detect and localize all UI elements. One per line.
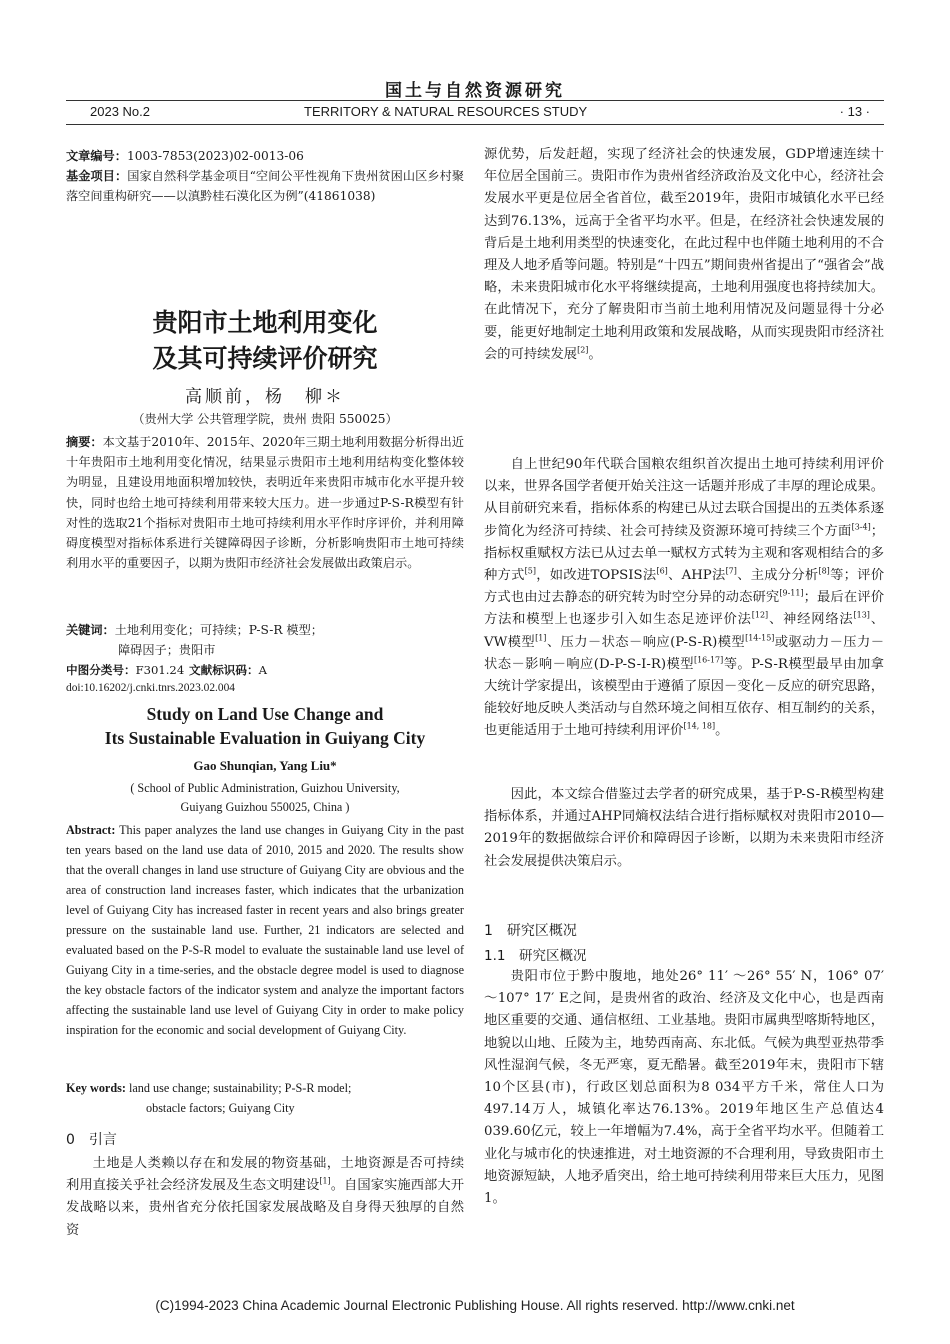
- english-title-line2: Its Sustainable Evaluation in Guiyang City: [104, 728, 426, 748]
- intro-p1-text-b: 。自国家实施西部大开发战略以来，贵州省充分依托国家发展战略及自身得天独厚的自然资: [66, 1178, 465, 1238]
- citation: [16-17]: [693, 655, 724, 665]
- english-keywords-line2: obstacle factors; Guiyang City: [146, 1101, 295, 1115]
- citation: [5]: [524, 566, 536, 576]
- page-number: · 13 ·: [839, 104, 870, 119]
- intro-p2-text: 或驱动力－压力－状态－影响－响应(D-P-S-I-R)模型: [484, 634, 884, 672]
- chinese-keywords-label: 关键词：: [66, 623, 115, 637]
- citation: [6]: [656, 566, 668, 576]
- english-keywords: [66, 1078, 464, 1118]
- chinese-affiliation: （贵州大学 公共管理学院，贵州 贵阳 550025）: [132, 412, 398, 426]
- intro-p1-text-c: 源优势，后发赶超，实现了经济社会的快速发展，GDP增速连续十年位居全国前三。贵阳市作为贵州省经济政治及文化中心，经济社会发展水平更是位居全省首位，截至2019年，贵阳市城镇化水平已经达到76.13%，远高于全省平均水平。但是，在经济社会快速发展的背后是土地利用类型的快速变化，在此过程中也伴随土地利用的不合理及人地矛盾等问题。特别是“十四五”期间贵州省提出了“强省会”战略，未来贵阳城市化水平将继续提高，土地利用强度也将持续加大。在此情况下，充分了解贵阳市当前土地利用情况及问题显得十分必要，能更好地制定土地利用政策和发展战略，从而实现贵阳市经济社会的可持续发展: [484, 147, 884, 362]
- chinese-authors: 高顺前，杨 柳＊: [185, 387, 345, 407]
- doi: doi:10.16202/j.cnki.tnrs.2023.02.004: [66, 682, 235, 694]
- section-1-1-heading: 1.1 研究区概况: [484, 948, 587, 964]
- intro-p2-text: 、VW模型: [484, 612, 885, 650]
- issue-label: 2023 No.2: [90, 104, 150, 119]
- intro-p2-text: 、神经网络法: [768, 612, 854, 628]
- english-keywords-label: Key words:: [66, 1081, 126, 1095]
- english-abstract-text: This paper analyzes the land use changes in Guiyang City in the past ten years based on the land use data of 2010, 2015 and 2020. The results show that the overall changes in land use structure of Guiyang City are obvious and the area of construction land increases faster, which indicates that the urbanization level of Guiyang City has increased faster in recent years and also brings greater pressure on the sustainable land use. Further, 21 indicators are selected and evaluated based on the P-S-R model to evaluate the sustainable land use level of Guiyang City in a time-series, and the obstacle degree model is used to diagnose the key obstacle factors of the indicator system and analyze the important factors affecting the sustainable land use level of Guiyang City in order to make policy inspiration for the economic and social development of Guiyang City.: [66, 823, 464, 1037]
- intro-p2-text: 等；评价方式也由过去静态的研究转为时空分异的动态研究: [484, 568, 885, 606]
- intro-p2-text: 。: [715, 723, 729, 739]
- intro-heading: 0 引言: [66, 1132, 117, 1148]
- study-area-text: 贵阳市位于黔中腹地，地处26° 11′ ～26° 55′ N，106° 07′ ～107° 17′ E之间，是贵州省的政治、经济及文化中心，也是西南地区重要的交通、通信枢纽、工业基地。贵阳市属典型喀斯特地区，地貌以山地、丘陵为主，地势西南高、东北低。气候为典型亚热带季风性湿润气候，冬无严寒，夏无酷暑。截至2019年末，贵阳市下辖10个区县(市)，行政区划总面积为8 034平方千米，常住人口为497.14万人，城镇化率达76.13%。2019年地区生产总值达4 039.60亿元，较上一年增幅为7.4%，高于全省平均水平。但随着工业化与城市化的快速推进，对土地资源的不合理利用，导致贵阳市土地资源短缺，人地矛盾突出，给土地可持续利用带来巨大压力，见图1。: [484, 969, 884, 1207]
- fund-label: 基金项目：: [66, 169, 128, 183]
- citation: [1]: [319, 1176, 331, 1186]
- chinese-title-line1: 贵阳市土地利用变化: [152, 308, 378, 337]
- citation: [8]: [818, 566, 830, 576]
- citation: [7]: [725, 566, 737, 576]
- english-abstract-label: Abstract:: [66, 823, 116, 837]
- chinese-title: [66, 305, 464, 377]
- english-affiliation: [66, 779, 464, 817]
- english-title-line1: Study on Land Use Change and: [146, 704, 384, 724]
- citation: [12]: [751, 611, 769, 620]
- chinese-abstract: [66, 432, 464, 573]
- intro-paragraph-3: [484, 784, 884, 873]
- journal-english-title: TERRITORY & NATURAL RESOURCES STUDY: [304, 104, 588, 119]
- english-title: [66, 702, 464, 750]
- article-number: [66, 146, 464, 166]
- fund-text: 国家自然科学基金项目“空间公平性视角下贵州贫困山区乡村聚落空间重构研究——以滇黔桂石漠化区为例”(41861038): [66, 169, 465, 203]
- doc-id-value: A: [258, 663, 267, 677]
- copyright-footer: (C)1994-2023 China Academic Journal Electronic Publishing House. All rights reserved. http://www.cnki.net: [155, 1298, 795, 1313]
- study-area-paragraph: [484, 966, 884, 1210]
- document-id: [189, 662, 267, 678]
- journal-title: 国土与自然资源研究: [385, 81, 565, 101]
- chinese-keywords-line1: 土地利用变化；可持续；P-S-R 模型；: [114, 623, 323, 637]
- english-affiliation-line2: Guiyang Guizhou 550025, China ): [180, 800, 350, 814]
- intro-p2-text: ；指标权重赋权方法已从过去单一赋权方式转为主观和客观相结合的多种方式: [484, 523, 884, 584]
- header-rule-top: [66, 100, 884, 101]
- intro-paragraph-1: [66, 1153, 464, 1242]
- doc-id-label: 文献标识码：: [189, 663, 259, 677]
- citation: [14-15]: [745, 633, 775, 643]
- section-1-heading: 1 研究区概况: [484, 923, 577, 939]
- intro-p2-text: 、主成分分析: [736, 568, 819, 584]
- header-rule-bottom: [66, 124, 884, 125]
- clc-label: 中图分类号：: [66, 663, 136, 677]
- article-number-value: 1003-7853(2023)02-0013-06: [126, 149, 304, 163]
- clc-value: F301.24: [135, 663, 185, 677]
- english-authors: Gao Shunqian, Yang Liu*: [193, 758, 337, 773]
- intro-p2-text: 自上世纪90年代联合国粮农组织首次提出土地可持续利用评价以来，世界各国学者便开始关注这一话题并形成了丰厚的理论成果。从目前研究来看，指标体系的构建已从过去联合国提出的五类体系逐步简化为经济可持续、社会可持续及资源环境可持续三个方面: [484, 457, 884, 539]
- citation: [14, 18]: [683, 722, 716, 732]
- citation: [13]: [853, 611, 870, 620]
- chinese-abstract-text: 本文基于2010年、2015年、2020年三期土地利用数据分析得出近十年贵阳市土地利用变化情况，结果显示贵阳市土地利用结构变化整体较为明显，且建设用地面积增加较快，表明近年来贵阳市城市化水平提升较快，同时也给土地可持续利用带来较大压力。进一步通过P-S-R模型有针对性的选取21个指标对贵阳市土地可持续利用水平作时序评价，并利用障碍度模型对指标体系进行关键障碍因子诊断，分析影响贵阳市土地可持续利用水平的重要因子，以期为贵阳市经济社会发展做出政策启示。: [66, 435, 464, 571]
- chinese-abstract-label: 摘要：: [66, 435, 103, 449]
- intro-p1-text-a: 土地是人类赖以存在和发展的物资基础，土地资源是否可持续利用直接关乎社会经济发展及生态文明建设: [66, 1156, 464, 1194]
- citation: [3-4]: [851, 522, 871, 532]
- citation: [1]: [535, 633, 547, 643]
- chinese-keywords: [66, 620, 464, 660]
- intro-p2-text: 、AHP法: [667, 568, 726, 584]
- intro-p1-end: 。: [588, 346, 602, 362]
- classification: [66, 662, 464, 678]
- english-affiliation-line1: ( School of Public Administration, Guizhou University,: [130, 781, 400, 795]
- fund-project: [66, 166, 464, 206]
- intro-p2-text: ；最后在评价方法和模型上也逐步引入如生态足迹评价法: [484, 590, 885, 628]
- intro-p3-text: 因此，本文综合借鉴过去学者的研究成果，基于P-S-R模型构建指标体系，并通过AHP同熵权法结合进行指标赋权对贵阳市2010—2019年的数据做综合评价和障碍因子诊断，以期为未来贵阳市经济社会发展提供决策启示。: [484, 787, 884, 869]
- intro-p2-text: 、压力－状态－响应(P-S-R)模型: [546, 634, 746, 650]
- english-keywords-line1: land use change; sustainability; P-S-R model;: [128, 1081, 352, 1095]
- chinese-keywords-line2: 障碍因子；贵阳市: [118, 643, 216, 657]
- intro-p2-text: ，如改进TOPSIS法: [536, 568, 657, 584]
- article-number-label: 文章编号：: [66, 149, 127, 163]
- intro-paragraph-2: [484, 454, 884, 743]
- intro-paragraph-1-continued: [484, 144, 884, 366]
- citation: [9-11]: [779, 588, 804, 598]
- chinese-title-line2: 及其可持续评价研究: [152, 344, 378, 373]
- intro-p2-text: 等。P-S-R模型最早由加拿大统计学家提出，该模型由于遵循了原因－变化－反应的研究思路，能较好地反映人类活动与自然环境之间相互依存、相互制约的关系，也更能适用于土地可持续利用评价: [484, 656, 884, 739]
- running-header: [90, 104, 870, 124]
- english-abstract: [66, 820, 464, 1040]
- citation: [2]: [577, 345, 589, 355]
